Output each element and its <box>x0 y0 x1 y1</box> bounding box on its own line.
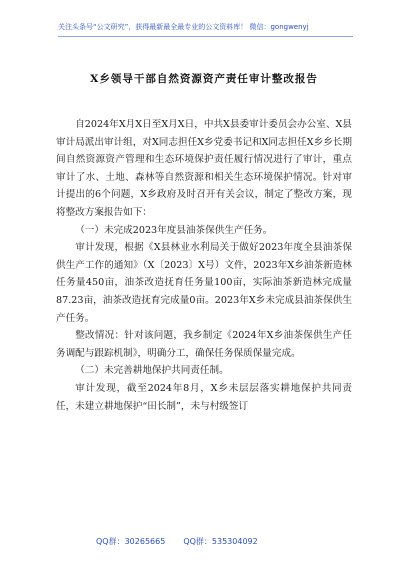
paragraph-rectification-1: 整改情况：针对该问题，我乡制定《2024年X乡油茶保供生产任务调配与跟踪机制》，明确分工，确保任务保质保量完成。 <box>56 330 352 359</box>
promo-banner: 关注头条号“公文研究”，获得最新最全最专业的公文资料库！ 微信：gongwenyj <box>58 23 309 31</box>
section-heading-1: （一）未完成2023年度县油茶保供生产任务。 <box>75 224 273 236</box>
paragraph-audit-finding-2: 审计发现，截至2024年8月，X乡未层层落实耕地保护共同责任，未建立耕地保护“田长制”，未与村级签订 <box>56 382 352 412</box>
banner-divider <box>58 36 353 37</box>
section-heading-2: （二）未完善耕地保护共同责任制。 <box>75 365 229 377</box>
footer-qq-group-2: QQ群：535304092 <box>183 537 258 546</box>
document-body <box>56 116 352 415</box>
paragraph-intro: 自2024年X月X日至X月X日，中共X县委审计委员会办公室、X县审计局派出审计组，对X同志担任X乡党委书记和X同志担任X乡乡长期间自然资源资产管理和生态环境保护责任履行情况进行了审计，重点审计了水、土地、森林等自然资源和相关生态环境保护情况。针对审计提出的6个问题，X乡政府及时召开有关会议，制定了整改方案，现将整改方案报告如下： <box>56 119 352 218</box>
footer-qq-group-1: QQ群：30265665 <box>96 537 166 546</box>
paragraph-audit-finding-1: 审计发现，根据《X县林业水利局关于做好2023年度全县油茶保供生产工作的通知》（X〔2023〕X号）文件，2023年X乡油茶新造林任务量450亩，油茶改造抚育任务量100亩，实际油茶新造林完成量87.23亩，油茶改造抚育完成量0亩。2023年X乡未完成县油茶保供生产任务。 <box>56 242 352 324</box>
document-title: X乡领导干部自然资源资产责任审计整改报告 <box>90 73 318 85</box>
footer-contacts <box>96 536 336 548</box>
